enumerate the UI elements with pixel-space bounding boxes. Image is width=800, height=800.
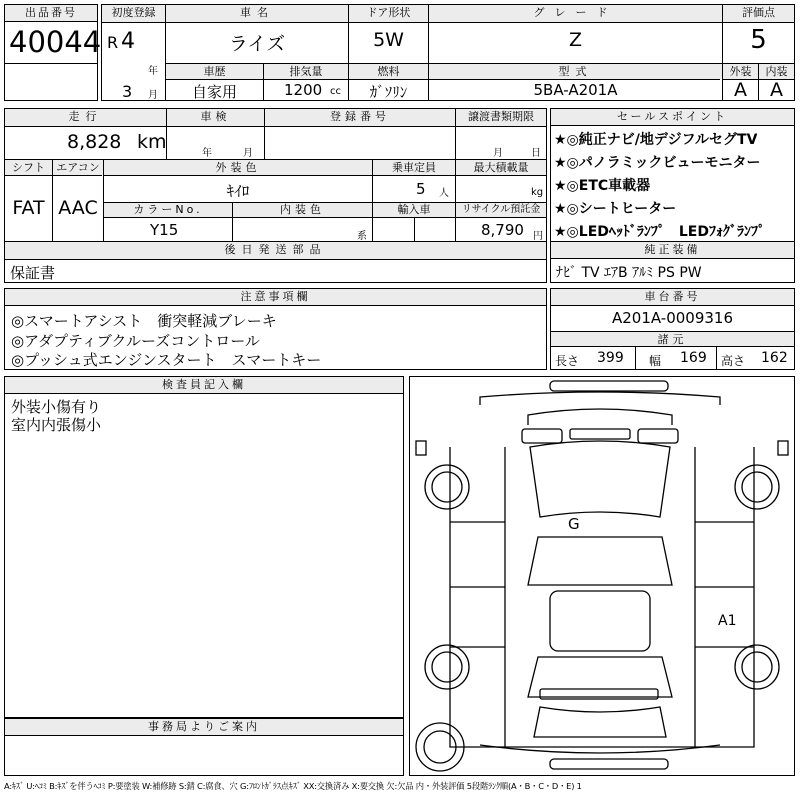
interior-grade-label: 内装 — [759, 64, 794, 79]
import-label: 輸入車 — [373, 203, 455, 217]
cautions-label: 注意事項欄 — [5, 289, 546, 306]
chassis-box — [550, 288, 795, 370]
capacity-unit: 人 — [439, 188, 449, 199]
chassis-value: A201A-0009316 — [611, 309, 734, 327]
history-label: 車歴 — [166, 64, 263, 79]
int-color-unit: 系 — [357, 231, 367, 242]
car-name-label: 車名 — [166, 5, 348, 22]
inspector-box — [4, 376, 404, 718]
sales-point-4: ★◎シートヒーター — [554, 201, 677, 217]
int-color-label: 内装色 — [233, 203, 372, 217]
chassis-label: 車台番号 — [551, 289, 794, 306]
transfer-label: 譲渡書類期限 — [456, 109, 546, 126]
interior-grade-value: A — [770, 79, 783, 101]
length-label: 長さ — [555, 354, 580, 368]
main-info-box — [101, 4, 795, 101]
aircon-value: AAC — [58, 197, 98, 219]
transfer-month-unit: 月 — [493, 148, 503, 159]
grade-value: Z — [568, 29, 583, 51]
exterior-grade-label: 外装 — [723, 64, 758, 79]
max-load-label: 最大積載量 — [456, 160, 546, 175]
ext-color-label: 外装色 — [104, 160, 372, 175]
color-no-value: Y15 — [150, 221, 179, 239]
equipment-box — [550, 241, 795, 283]
plate-label: 登録番号 — [265, 109, 455, 126]
score-label: 評価点 — [723, 5, 794, 22]
equipment-value: ﾅﾋﾞ TV ｴｱB ｱﾙﾐ PS PW — [556, 265, 702, 281]
dimensions-label: 諸元 — [551, 332, 794, 347]
mileage-unit: km — [137, 131, 167, 153]
office-box — [4, 718, 404, 776]
registration-label: 初度登録 — [102, 5, 165, 22]
later-parts-value: 保証書 — [10, 264, 56, 282]
inspection-year-unit: 年 — [202, 148, 212, 159]
inspector-line-2: 室内内張傷小 — [11, 416, 102, 434]
mileage-label: 走行 — [5, 109, 166, 126]
lot-number: 40044 — [9, 25, 102, 59]
car-outline-svg — [410, 377, 794, 775]
later-parts-label: 後日発送部品 — [5, 242, 546, 259]
doors-value: 5W — [373, 29, 404, 51]
max-load-unit: kg — [531, 187, 544, 198]
inspector-label: 検査員記入欄 — [5, 377, 403, 394]
inspection-month-unit: 月 — [243, 148, 253, 159]
car-name: ライズ — [228, 33, 286, 55]
inspection-label: 車検 — [167, 109, 264, 126]
sales-point-1: ★◎純正ナビ/地デジフルセグTV — [554, 132, 758, 148]
registration-month-unit: 月 — [148, 90, 158, 101]
capacity-value: 5 — [416, 180, 426, 198]
cautions-box — [4, 288, 547, 370]
lot-number-label: 出品番号 — [5, 5, 97, 22]
equipment-label: 純正装備 — [551, 242, 794, 259]
history-value: 自家用 — [191, 83, 237, 101]
lot-number-box — [4, 4, 102, 101]
grade-label: グレード — [429, 5, 722, 22]
office-label: 事務局よりご案内 — [5, 719, 403, 736]
diagram-mark-a1: A1 — [718, 613, 737, 629]
aircon-label: エアコン — [53, 160, 103, 175]
model-value: 5BA-A201A — [533, 81, 618, 99]
exterior-grade-value: A — [734, 79, 747, 101]
fuel-label: 燃料 — [349, 64, 428, 79]
registration-era: R — [107, 33, 119, 52]
inspector-line-1: 外装小傷有り — [11, 398, 102, 416]
doors-label: ドア形状 — [349, 5, 428, 22]
sales-point-5: ★◎LEDﾍｯﾄﾞﾗﾝﾌﾟ LEDﾌｫｸﾞﾗﾝﾌﾟ — [554, 224, 765, 240]
caution-3: ◎プッシュ式エンジンスタート スマートキー — [11, 351, 322, 369]
diagram-mark-g: G — [568, 515, 580, 533]
sales-points-label: セールスポイント — [551, 109, 794, 126]
registration-year-unit: 年 — [148, 66, 158, 77]
shift-value: FAT — [12, 197, 45, 219]
sales-point-3: ★◎ETC車載器 — [554, 178, 651, 194]
fuel-value: ｶﾞｿﾘﾝ — [369, 83, 408, 101]
displacement-value: 1200 — [284, 81, 323, 99]
height-value: 162 — [761, 350, 788, 366]
later-parts-box — [4, 259, 547, 283]
mileage-value: 8,828 — [67, 131, 122, 153]
recycle-value: 8,790 — [481, 221, 524, 239]
caution-2: ◎アダプティブクルーズコントロール — [11, 332, 260, 350]
car-diagram — [409, 376, 795, 776]
capacity-label: 乗車定員 — [373, 160, 455, 175]
shift-label: シフト — [5, 160, 52, 175]
sales-points-box — [550, 108, 795, 242]
height-label: 高さ — [721, 354, 746, 368]
width-label: 幅 — [649, 354, 662, 368]
color-no-label: カラーNo. — [104, 203, 232, 217]
width-value: 169 — [680, 350, 707, 366]
score-value: 5 — [750, 25, 767, 55]
length-value: 399 — [597, 350, 624, 366]
model-label: 型式 — [429, 64, 722, 79]
sales-point-2: ★◎パノラミックビューモニター — [554, 155, 761, 171]
recycle-label: リサイクル預託金 — [456, 203, 546, 217]
displacement-label: 排気量 — [264, 64, 348, 79]
legend-text: A:ｷｽﾞ U:ﾍｺﾐ B:ｷｽﾞを伴うﾍｺﾐ P:要塗装 W:補修跡 S:錆 C:腐食、穴 G:ﾌﾛﾝﾄｶﾞﾗｽ点ｷｽﾞ XX:交換済み X:要交換 欠:欠品 内・外装評価 5段階ﾗﾝｸ順(A・B・C・D・E) 1 — [4, 781, 582, 791]
registration-month: 3 — [122, 82, 133, 101]
displacement-unit: cc — [330, 86, 341, 97]
recycle-unit: 円 — [533, 231, 543, 242]
transfer-day-unit: 日 — [531, 148, 541, 159]
ext-color-value: ｷｲﾛ — [226, 182, 250, 200]
detail-box — [4, 108, 547, 260]
caution-1: ◎スマートアシスト 衝突軽減ブレーキ — [11, 312, 277, 330]
registration-year: 4 — [121, 29, 135, 54]
